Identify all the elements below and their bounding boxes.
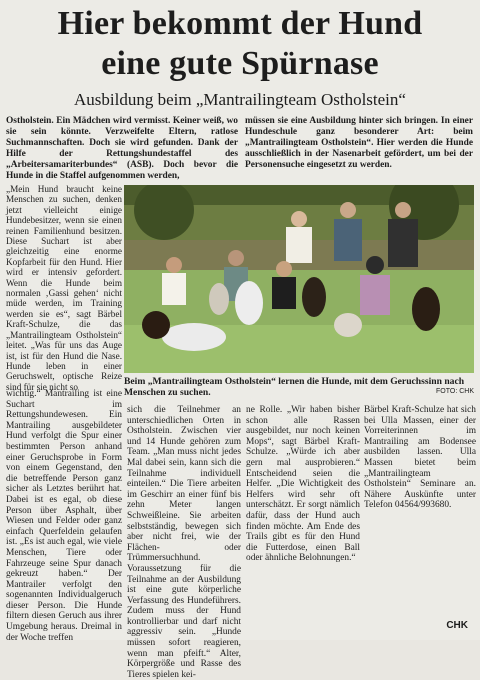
photo-credit: FOTO: CHK: [436, 388, 474, 395]
body-column-3: [246, 405, 360, 564]
body-text: Bärbel Kraft-Schulze hat sich bei Ulla Massen, einer der Vorreiterinnen im Mantrailing am Bodensee ausbilden lassen. Ulla Massen bietet beim „Mantrailingteam Ostholstein“ Seminare an. Nähere Auskünfte unter Telefon 04564/993680.: [364, 405, 476, 511]
headline: [0, 4, 480, 84]
body-text: sich die Teilnehmer an unterschiedlichen Orten in Ostholstein. Zwischen vier und 14 Hunde gehören zum Team. „Man muss nicht jedes Mal dabei sein, kann sich die Teilnahme individuell einteilen.“ Die Tiere arbeiten im Geschirr an einer fünf bis zehn Meter langen Schweißleine. Sie arbeiten selbstständig, bewegen sich aber nicht frei, wie der Flächen- oder Trümmersuchhund. Voraussetzung für die Teilnahme an der Ausbildung ist eine gute körperliche Verfassung des Hundeführers. Zudem muss der Hund kontrollierbar und darf nicht aggressiv sein. „Hunde müssen sofort reagieren, wenn man pfeift.“ Alter, Körpergröße und Rasse des Tieres spielen kei-: [127, 405, 241, 680]
body-text: wichtig.“ Mantrailing ist eine Suchart im Rettungshundewesen. Ein Mantrailing ausgebildeter Hund verfolgt die Spur einer bestimmten Person anhand einer Geruchsprobe in Form von einem Gegenstand, den die betreffende Person ganz sicher als Letztes berührt hat. Dabei ist es egal, ob diese Person über Asphalt, über Wiesen und Felder oder ganz einfach Querfeldein gelaufen ist. „Es ist auch egal, wie viele Menschen, Tiere oder Fahrzeuge seine Spur danach gekreuzt haben.“ Der Mantrailer verfolgt den sogenannten Individualgeruch dieser Person. Die Hunde filtern diesen Geruch aus ihrer Umgebung heraus. Dreimal in der Woche treffen: [6, 389, 122, 643]
body-column-4: [364, 405, 476, 511]
lead-paragraph-right: [245, 116, 473, 171]
body-column-2: [127, 405, 241, 680]
subheadline: Ausbildung beim „Mantrailingteam Ostholstein“: [74, 90, 406, 109]
lead-text-left: Ostholstein. Ein Mädchen wird vermisst. Keiner weiß, wo sie sein könnte. Verzweifelte Eltern, ratlose Suchmannschaften. Doch sie wird gefunden. Dank der Hilfe der Rettungshundestaffel des „Arbeitersamariterbundes“ (ASB). Doch bevor die Hunde in die Staffel aufgenommen werden,: [6, 116, 238, 181]
lead-text-right: müssen sie eine Ausbildung hinter sich bringen. In einer Hundeschule ganz besonderer Art: beim „Mantrailingteam Ostholstein“. Hier werden die Hunde ausschließlich in der Nasenarbeit gefördert, um bei der Personensuche eingesetzt zu werden.: [245, 116, 473, 170]
author-byline: CHK: [446, 620, 468, 631]
headline-line-1: Hier bekommt der Hund: [57, 5, 423, 42]
body-column-1-bottom: [6, 389, 122, 643]
body-text: ne Rolle. „Wir haben bisher schon alle Rassen ausgebildet, nur noch keinen Mops“, sagt Bärbel Kraft-Schulze. „Würde ich aber gern mal ausprobieren.“ Entscheidend seien die Helfer. „Die Wichtigkeit des Helfers wird sehr oft unterschätzt. Er sorgt nämlich dafür, dass der Hund auch finden möchte. Am Ende des Trails gibt es für den Hund die Futterdose, einen Ball oder ähnliche Belohnungen.“: [246, 405, 360, 564]
body-column-1-top: [6, 184, 122, 392]
headline-line-2: eine gute Spürnase: [101, 45, 379, 82]
team-photo-illustration: [124, 185, 474, 373]
team-photo: [124, 185, 474, 373]
body-text: „Mein Hund braucht keine Menschen zu suchen, denken jetzt vielleicht einige Hundebesitzer, wenn sie einen reinen Familienhund besitzen. Diese Suchart ist aber gleichzeitig eine enorme Kopfarbeit für den Hund. Hier wird er intensiv gefordert. Wenn die Hunde beim normalen ‚Gassi gehen‘ nicht müde werden, im Training werden sie es“, sagt Bärbel Kraft-Schulze, die das „Mantrailingteam Ostholstein“ leitet. „Was für uns das Auge ist, ist für den Hund die Nase. Hunde leben in einer Geruchswelt, optische Reize sind für sie nicht so: [6, 184, 122, 392]
lead-paragraph-left: [6, 116, 238, 181]
photo-caption: Beim „Mantrailingteam Ostholstein“ lernen die Hunde, mit dem Geruchssinn nach Menschen zu suchen.: [124, 376, 465, 398]
